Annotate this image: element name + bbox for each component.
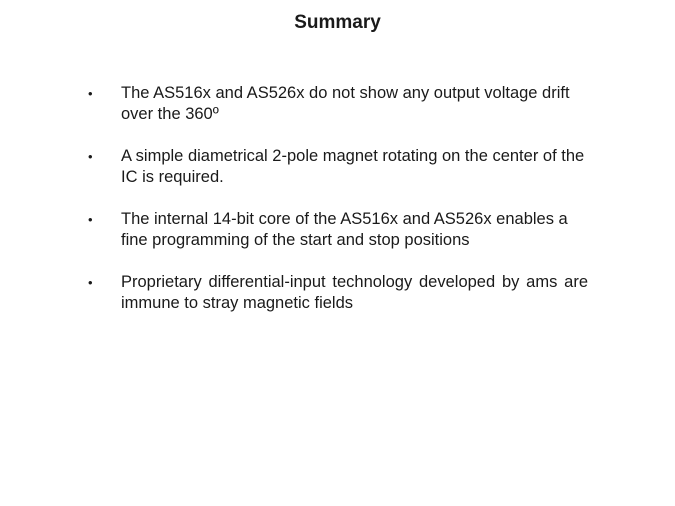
bullet-icon: • [88,212,93,227]
bullet-icon: • [88,275,93,290]
bullet-item [88,209,588,251]
slide-title: Summary [294,12,381,33]
bullet-item [88,272,588,314]
bullet-item [88,146,588,188]
bullet-text: The internal 14-bit core of the AS516x and AS526x enables a fine programming of the start and stop positions [121,210,568,249]
bullet-item [88,83,588,125]
bullet-text: A simple diametrical 2-pole magnet rotating on the center of the IC is required. [121,147,585,186]
bullet-list [88,83,588,335]
bullet-text: The AS516x and AS526x do not show any output voltage drift over the 360º [121,84,570,123]
bullet-icon: • [88,86,93,101]
bullet-icon: • [88,149,93,164]
bullet-text: Proprietary differential-input technology developed by ams are immune to stray magnetic fields [121,273,588,312]
